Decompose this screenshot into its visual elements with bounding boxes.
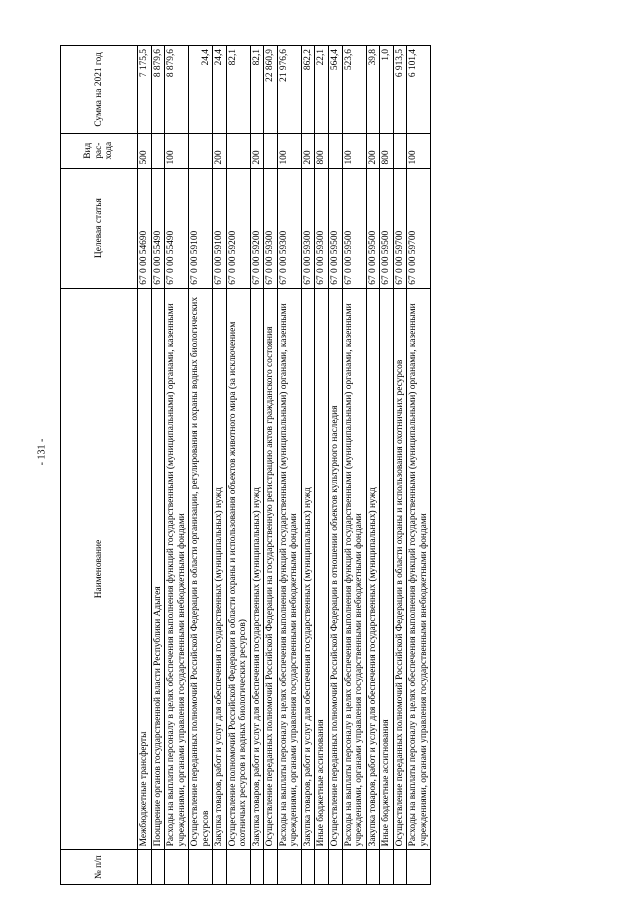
header-name: Наименование: [61, 288, 138, 850]
cell-sum: 39,8: [366, 46, 380, 134]
cell-no: [366, 850, 380, 885]
cell-sum: 22,1: [315, 46, 329, 134]
table-row: [138, 46, 152, 885]
header-expense-type: Вид рас-хода: [61, 133, 138, 168]
cell-no: [380, 850, 394, 885]
cell-sum: 523,6: [342, 46, 366, 134]
cell-no: [151, 850, 165, 885]
cell-sum: 82,1: [226, 46, 250, 134]
cell-sum: 22 860,9: [264, 46, 278, 134]
cell-expense-type: 800: [315, 133, 329, 168]
cell-sum: 8 879,6: [151, 46, 165, 134]
cell-name: Расходы на выплаты персоналу в целях обеспечения выполнения функций государственными (муниципальными) органами, казенными учреждениями, органами управления государственными внебюджетными фондами: [277, 288, 301, 850]
cell-sum: 6 101,4: [407, 46, 431, 134]
cell-sum: 24,4: [213, 46, 227, 134]
table-row: [301, 46, 315, 885]
cell-expense-type: 100: [407, 133, 431, 168]
cell-sum: 1,0: [380, 46, 394, 134]
table-row: [226, 46, 250, 885]
table-row: [213, 46, 227, 885]
cell-name: Осуществление переданных полномочий Российской Федерации в области организации, регулирования и охраны водных биологических ресурсов: [189, 288, 213, 850]
cell-target-code: 67 0 00 59500: [366, 168, 380, 288]
table-row: [151, 46, 165, 885]
cell-no: [213, 850, 227, 885]
cell-sum: 21 976,6: [277, 46, 301, 134]
cell-no: [328, 850, 342, 885]
cell-no: [277, 850, 301, 885]
cell-expense-type: [151, 133, 165, 168]
cell-expense-type: 200: [213, 133, 227, 168]
page-number: - 131 -: [36, 438, 48, 466]
cell-name: Закупка товаров, работ и услуг для обеспечения государственных (муниципальных) нужд: [213, 288, 227, 850]
cell-no: [189, 850, 213, 885]
cell-no: [226, 850, 250, 885]
cell-name: Осуществление полномочий Российской Федерации в области охраны и использования объектов животного мира (за исключением охотничьих ресурсов и водных биологических ресурсов): [226, 288, 250, 850]
cell-no: [342, 850, 366, 885]
table-row: [342, 46, 366, 885]
cell-expense-type: 200: [366, 133, 380, 168]
table-row: [264, 46, 278, 885]
cell-target-code: 67 0 00 59300: [264, 168, 278, 288]
cell-no: [138, 850, 152, 885]
cell-name: Осуществление переданных полномочий Российской Федерации на государственную регистрацию актов гражданского состояния: [264, 288, 278, 850]
table-row: [165, 46, 189, 885]
table-row: [189, 46, 213, 885]
cell-no: [301, 850, 315, 885]
cell-name: Иные бюджетные ассигнования: [315, 288, 329, 850]
table-row: [315, 46, 329, 885]
table-row: [277, 46, 301, 885]
cell-name: Расходы на выплаты персоналу в целях обеспечения выполнения функций государственными (муниципальными) органами, казенными учреждениями, органами управления государственными внебюджетными фондами: [342, 288, 366, 850]
cell-expense-type: [328, 133, 342, 168]
cell-no: [393, 850, 407, 885]
cell-target-code: 67 0 00 59200: [250, 168, 264, 288]
cell-name: Иные бюджетные ассигнования: [380, 288, 394, 850]
cell-sum: 82,1: [250, 46, 264, 134]
cell-name: Закупка товаров, работ и услуг для обеспечения государственных (муниципальных) нужд: [366, 288, 380, 850]
cell-expense-type: 200: [301, 133, 315, 168]
cell-expense-type: 100: [277, 133, 301, 168]
cell-target-code: 67 0 00 54690: [138, 168, 152, 288]
table-row: [250, 46, 264, 885]
cell-target-code: 67 0 00 55490: [151, 168, 165, 288]
cell-target-code: 67 0 00 59200: [226, 168, 250, 288]
table-row: [328, 46, 342, 885]
cell-sum: 862,2: [301, 46, 315, 134]
cell-name: Закупка товаров, работ и услуг для обеспечения государственных (муниципальных) нужд: [250, 288, 264, 850]
cell-sum: 7 175,5: [138, 46, 152, 134]
cell-sum: 24,4: [189, 46, 213, 134]
cell-sum: 8 879,6: [165, 46, 189, 134]
cell-target-code: 67 0 00 59300: [301, 168, 315, 288]
cell-no: [407, 850, 431, 885]
header-sum: Сумма на 2021 год: [61, 46, 138, 134]
cell-expense-type: [393, 133, 407, 168]
cell-target-code: 67 0 00 59100: [213, 168, 227, 288]
header-code: Целевая статья: [61, 168, 138, 288]
table-row: [407, 46, 431, 885]
cell-no: [250, 850, 264, 885]
cell-expense-type: 200: [250, 133, 264, 168]
table-row: [393, 46, 407, 885]
cell-expense-type: [226, 133, 250, 168]
cell-expense-type: 800: [380, 133, 394, 168]
cell-target-code: 67 0 00 59500: [342, 168, 366, 288]
cell-name: Осуществление переданных полномочий Российской Федерации в области охраны и использования охотничьих ресурсов: [393, 288, 407, 850]
cell-target-code: 67 0 00 59700: [393, 168, 407, 288]
cell-no: [315, 850, 329, 885]
cell-name: Расходы на выплаты персоналу в целях обеспечения выполнения функций государственными (муниципальными) органами, казенными учреждениями, органами управления государственными внебюджетными фондами: [165, 288, 189, 850]
cell-target-code: 67 0 00 59700: [407, 168, 431, 288]
table-body: [138, 46, 431, 885]
cell-target-code: 67 0 00 59500: [380, 168, 394, 288]
cell-target-code: 67 0 00 59500: [328, 168, 342, 288]
cell-target-code: 67 0 00 59100: [189, 168, 213, 288]
table-header-row: [61, 46, 138, 885]
table-row: [380, 46, 394, 885]
header-no: № п/п: [61, 850, 138, 885]
cell-target-code: 67 0 00 55490: [165, 168, 189, 288]
cell-no: [264, 850, 278, 885]
cell-target-code: 67 0 00 59300: [315, 168, 329, 288]
cell-name: Поощрение органов государственной власти Республики Адыгея: [151, 288, 165, 850]
cell-name: Закупка товаров, работ и услуг для обеспечения государственных (муниципальных) нужд: [301, 288, 315, 850]
cell-sum: 564,4: [328, 46, 342, 134]
table-rotation: [60, 45, 560, 885]
cell-expense-type: [189, 133, 213, 168]
cell-target-code: 67 0 00 59300: [277, 168, 301, 288]
cell-name: Расходы на выплаты персоналу в целях обеспечения выполнения функций государственными (муниципальными) органами, казенными учреждениями, органами управления государственными внебюджетными фондами: [407, 288, 431, 850]
cell-no: [165, 850, 189, 885]
cell-name: Осуществление переданных полномочий Российской Федерации в отношении объектов культурного наследия: [328, 288, 342, 850]
cell-expense-type: 500: [138, 133, 152, 168]
cell-expense-type: 100: [342, 133, 366, 168]
cell-sum: 6 913,5: [393, 46, 407, 134]
rotated-table-wrapper: [60, 45, 560, 885]
budget-table: [60, 45, 431, 885]
cell-expense-type: [264, 133, 278, 168]
cell-name: Межбюджетные трансферты: [138, 288, 152, 850]
table-row: [366, 46, 380, 885]
cell-expense-type: 100: [165, 133, 189, 168]
